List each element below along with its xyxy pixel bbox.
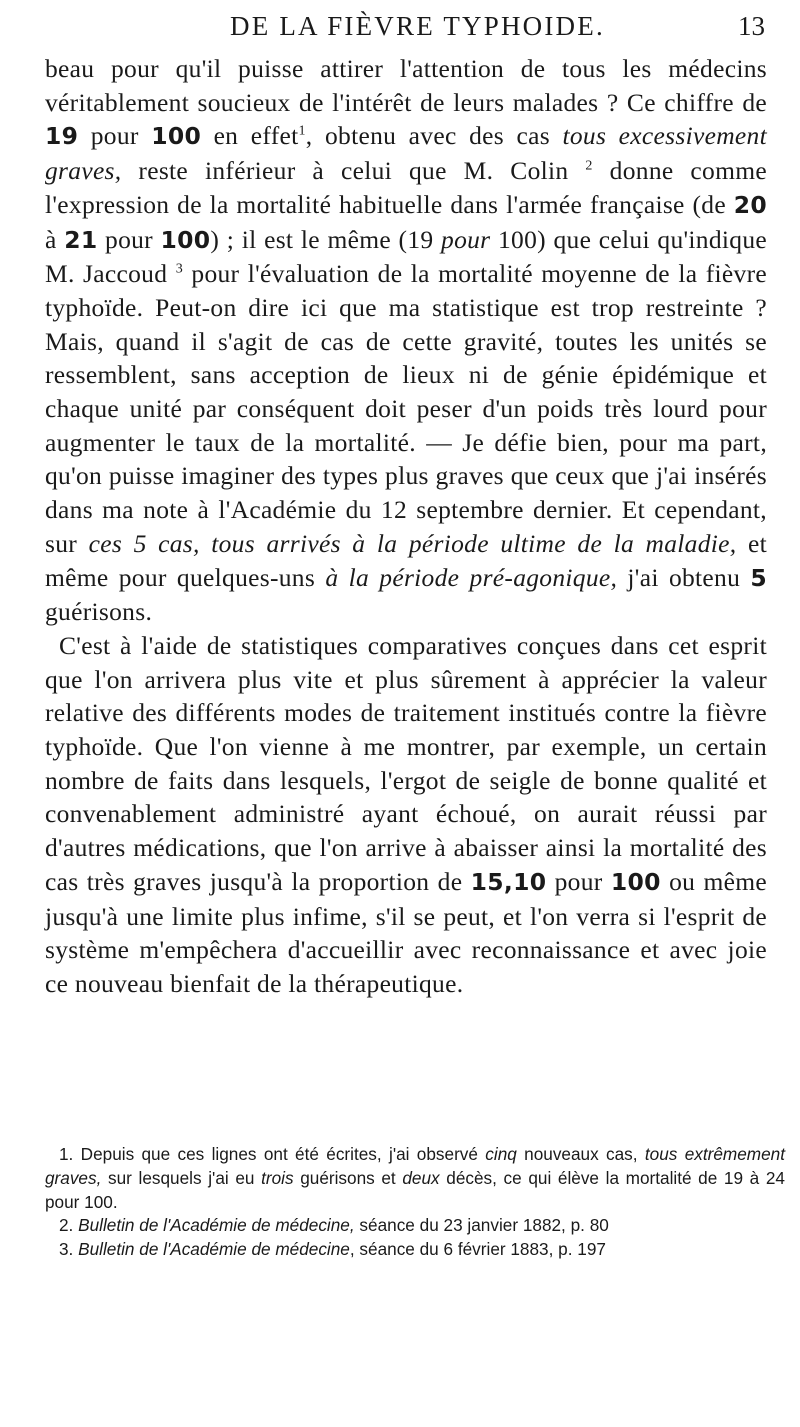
text-run: , obtenu avec des cas [305,121,563,151]
italic-run: ces 5 cas, tous arrivés à la période ultime de la maladie, [88,528,737,558]
page-number: 13 [738,11,765,41]
text-run: en effet [201,121,299,151]
text-run: pour l'évaluation de la mortalité moyenne de la fièvre typhoïde. Peut-on dire ici que ma statistique est trop restreinte ? Mais, quand il s'agit de cas de cette gravité, toutes les unités se ressemblent, sans acception de lieux ni de génie épidémique et chaque unité par conséquent doit peser d'un poids très lourd pour augmenter le taux de la mortalité. — Je défie bien, pour ma part, qu'on puisse imaginer des types plus graves que ceux que j'ai insérés dans ma note à l'Académie du 12 septembre dernier. Et cependant, sur [45,259,767,558]
running-head [0,8,800,44]
bold-number: 100 [151,122,202,151]
text-run: pour [546,866,611,896]
text-run: à [45,224,65,254]
italic-run: à la période pré-agonique, [325,562,618,592]
footnote-1 [45,1143,785,1214]
text-run: guérisons et [293,1167,403,1188]
text-run: pour [78,121,152,151]
text-run: beau pour qu'il puisse attirer l'attention de tous les médecins véritablement soucieux de l'intérêt de leurs malades ? Ce chiffre de [45,54,767,117]
footnote-ref-2: 2 [585,158,593,174]
text-run: sur lesquels j'ai eu [101,1167,262,1188]
italic-run: cinq [485,1144,517,1164]
italic-run: trois [261,1167,294,1188]
footnote-2 [45,1214,785,1238]
bold-number: 19 [45,122,79,151]
text-run: 1. Depuis que ces lignes ont été écrites, j'ai observé [59,1144,486,1164]
italic-run: pour [441,224,491,254]
text-run: C'est à l'aide de statistiques comparatives conçues dans cet esprit que l'on arrivera plus vite et plus sûrement à apprécier la valeur relative des différents modes de traitement institués contre la fièvre typhoïde. Que l'on vienne à me montrer, par exemple, un certain nombre de faits dans lesquels, l'ergot de seigle de bonne qualité et convenablement administré ayant échoué, on aurait réussi par d'autres médications, que l'on arrive à abaisser ainsi la mortalité des cas très graves jusqu'à la proportion de [45,630,767,896]
bold-number: 100 [160,225,211,254]
text-run: ou même jusqu'à une limite plus infime, s'il se peut, et l'on verra si l'esprit de système m'empêchera d'accueillir avec reconnaissance et avec joie ce nouveau bienfait de la thérapeutique. [45,866,767,998]
text-run: décès, ce qui élève la mortalité de 19 à 24 pour 100. [45,1167,785,1212]
text-run: 100) que celui qu'indique M. Jaccoud [45,224,767,289]
italic-run: deux [402,1167,440,1188]
text-run: 3. [59,1239,79,1260]
text-run: j'ai obtenu [617,562,751,592]
text-run: guérisons. [45,597,153,627]
italic-run: tous excessivement graves, [45,121,767,186]
text-run: ) ; il est le même (19 [210,224,442,254]
text-run: séance du 23 janvier 1882, p. 80 [354,1215,609,1236]
italic-run: Bulletin de l'Académie de médecine [78,1239,350,1260]
text-run: , séance du 6 février 1883, p. 197 [349,1239,606,1260]
bold-number: 5 [750,563,768,592]
bold-number: 20 [733,190,767,219]
text-run: reste inférieur à celui que M. Colin [121,156,586,186]
bold-number: 21 [64,225,98,254]
italic-run: Bulletin de l'Académie de médecine, [78,1215,355,1236]
text-run: pour [97,224,161,254]
text-run: et même pour quelques-uns [45,528,767,592]
footnotes [45,1143,785,1262]
italic-run: tous extrêmement graves, [45,1144,786,1188]
text-run: nouveaux cas, [516,1144,645,1164]
footnote-ref-3: 3 [175,261,183,277]
text-run: donne comme l'expression de la mortalité habituelle dans l'armée française (de [45,156,767,219]
paragraph-1 [45,52,767,629]
body-text [45,52,767,1001]
footnote-ref-1: 1 [298,123,306,139]
running-title: DE LA FIÈVRE TYPHOIDE. [230,11,605,41]
text-run: 2. [59,1215,79,1236]
bold-number: 100 [610,867,661,896]
bold-number: 15,10 [470,867,547,896]
paragraph-2 [45,629,767,1001]
footnote-3 [45,1238,785,1262]
